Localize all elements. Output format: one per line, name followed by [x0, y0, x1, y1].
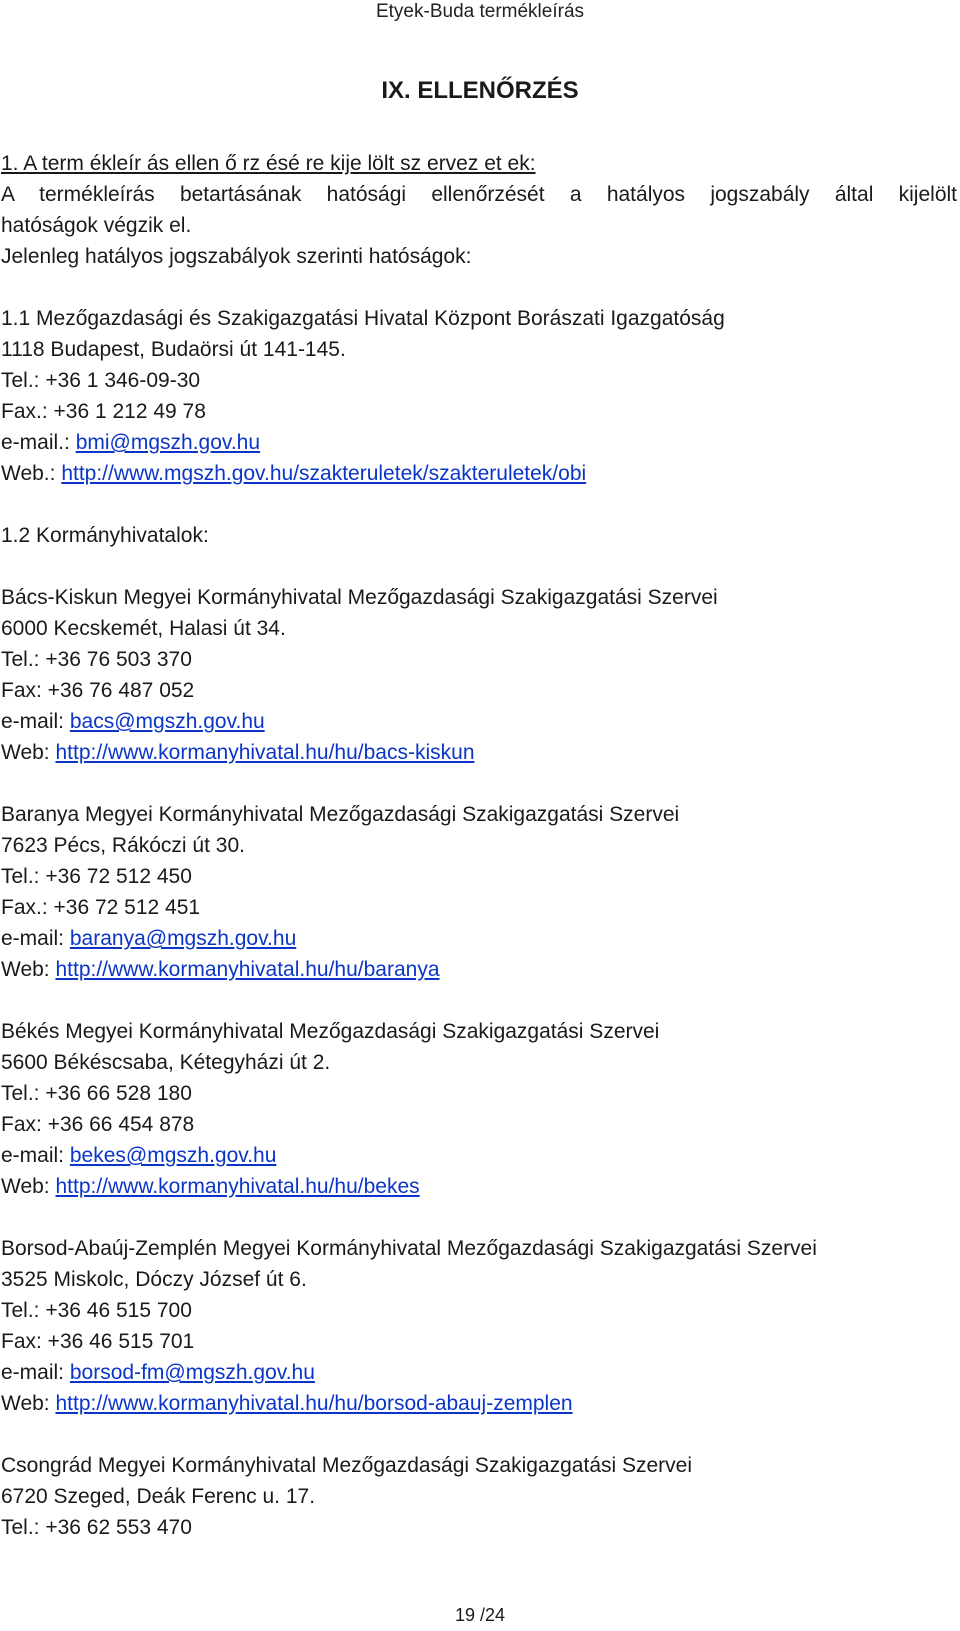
spacer: [1, 1419, 957, 1450]
office-address: 6720 Szeged, Deák Ferenc u. 17.: [1, 1485, 316, 1508]
office-email-link[interactable]: baranya@mgszh.gov.hu: [69, 927, 297, 950]
web-label: Web:: [1, 1175, 56, 1198]
office-web-line: [1, 1171, 957, 1202]
office-name: Csongrád Megyei Kormányhivatal Mezőgazdasági Szakigazgatási Szervei: [1, 1454, 693, 1477]
email-label: e-mail.:: [1, 431, 76, 454]
section-title: IX. ELLENŐRZÉS: [381, 77, 579, 104]
office-email-line: [1, 923, 957, 954]
office-email-link[interactable]: bekes@mgszh.gov.hu: [69, 1144, 277, 1167]
running-header: Etyek-Buda termékleírás: [375, 1, 585, 22]
office-tel: Tel.: +36 66 528 180: [1, 1082, 192, 1105]
office-name: Baranya Megyei Kormányhivatal Mezőgazdasági Szakigazgatási Szervei: [1, 803, 680, 826]
central-office-tel: Tel.: +36 1 346-09-30: [1, 369, 201, 392]
government-office-block: [1, 1016, 957, 1202]
office-name: Borsod-Abaúj-Zemplén Megyei Kormányhivatal Mezőgazdasági Szakigazgatási Szervei: [1, 1237, 817, 1260]
government-offices-heading: 1.2 Kormányhivatalok:: [1, 524, 209, 547]
spacer: [1, 1202, 957, 1233]
spacer: [1, 768, 957, 799]
office-web-line: [1, 1388, 957, 1419]
office-email-line: [1, 1140, 957, 1171]
web-label: Web:: [1, 1392, 56, 1415]
central-office-email-line: [1, 427, 957, 458]
document-body: [1, 148, 957, 1543]
office-web-line: [1, 737, 957, 768]
office-fax: Fax: +36 76 487 052: [1, 679, 195, 702]
office-web-link[interactable]: http://www.kormanyhivatal.hu/hu/borsod-abauj-zemplen: [55, 1392, 573, 1415]
web-label: Web.:: [1, 462, 62, 485]
central-office-web-line: [1, 458, 957, 489]
central-office-fax: Fax.: +36 1 212 49 78: [1, 400, 206, 423]
central-office-name: 1.1 Mezőgazdasági és Szakigazgatási Hivatal Központ Borászati Igazgatóság: [1, 307, 725, 330]
government-office-block: [1, 799, 957, 985]
government-office-block: [1, 1450, 957, 1543]
spacer: [1, 272, 957, 303]
office-name: Bács-Kiskun Megyei Kormányhivatal Mezőgazdasági Szakigazgatási Szervei: [1, 586, 718, 609]
office-name: Békés Megyei Kormányhivatal Mezőgazdasági Szakigazgatási Szervei: [1, 1020, 660, 1043]
office-address: 3525 Miskolc, Dóczy József út 6.: [1, 1268, 307, 1291]
email-label: e-mail:: [1, 710, 70, 733]
office-email-link[interactable]: borsod-fm@mgszh.gov.hu: [69, 1361, 315, 1384]
central-office-email-link[interactable]: bmi@mgszh.gov.hu: [75, 431, 261, 454]
office-email-line: [1, 1357, 957, 1388]
office-email-link[interactable]: bacs@mgszh.gov.hu: [69, 710, 265, 733]
email-label: e-mail:: [1, 1361, 70, 1384]
central-office-web-link[interactable]: http://www.mgszh.gov.hu/szakteruletek/szakteruletek/obi: [61, 462, 587, 485]
office-tel: Tel.: +36 76 503 370: [1, 648, 192, 671]
office-fax: Fax.: +36 72 512 451: [1, 896, 201, 919]
government-office-block: [1, 1233, 957, 1419]
spacer: [1, 551, 957, 582]
intro-heading: 1. A term ékleír ás ellen ő rz ésé re kije lölt sz ervez et ek:: [1, 152, 536, 175]
email-label: e-mail:: [1, 1144, 70, 1167]
central-office-block: [1, 303, 957, 489]
intro-paragraph-line-2: hatóságok végzik el.: [1, 214, 192, 237]
intro-paragraph-line-1: A termékleírás betartásának hatósági ellenőrzését a hatályos jogszabály által kijelölt: [1, 183, 957, 206]
office-fax: Fax: +36 66 454 878: [1, 1113, 195, 1136]
office-address: 5600 Békéscsaba, Kétegyházi út 2.: [1, 1051, 331, 1074]
office-address: 6000 Kecskemét, Halasi út 34.: [1, 617, 286, 640]
spacer: [1, 985, 957, 1016]
government-office-block: [1, 582, 957, 768]
page-number: 19 /24: [454, 1605, 506, 1625]
office-tel: Tel.: +36 72 512 450: [1, 865, 192, 888]
office-email-line: [1, 706, 957, 737]
authorities-intro: Jelenleg hatályos jogszabályok szerinti hatóságok:: [1, 245, 472, 268]
office-tel: Tel.: +36 46 515 700: [1, 1299, 192, 1322]
office-web-link[interactable]: http://www.kormanyhivatal.hu/hu/bekes: [55, 1175, 420, 1198]
web-label: Web:: [1, 741, 56, 764]
office-web-link[interactable]: http://www.kormanyhivatal.hu/hu/baranya: [55, 958, 440, 981]
email-label: e-mail:: [1, 927, 70, 950]
central-office-address: 1118 Budapest, Budaörsi út 141-145.: [1, 338, 346, 361]
office-web-line: [1, 954, 957, 985]
spacer: [1, 489, 957, 520]
office-web-link[interactable]: http://www.kormanyhivatal.hu/hu/bacs-kiskun: [55, 741, 475, 764]
web-label: Web:: [1, 958, 56, 981]
office-address: 7623 Pécs, Rákóczi út 30.: [1, 834, 245, 857]
office-tel: Tel.: +36 62 553 470: [1, 1516, 192, 1539]
office-fax: Fax: +36 46 515 701: [1, 1330, 195, 1353]
